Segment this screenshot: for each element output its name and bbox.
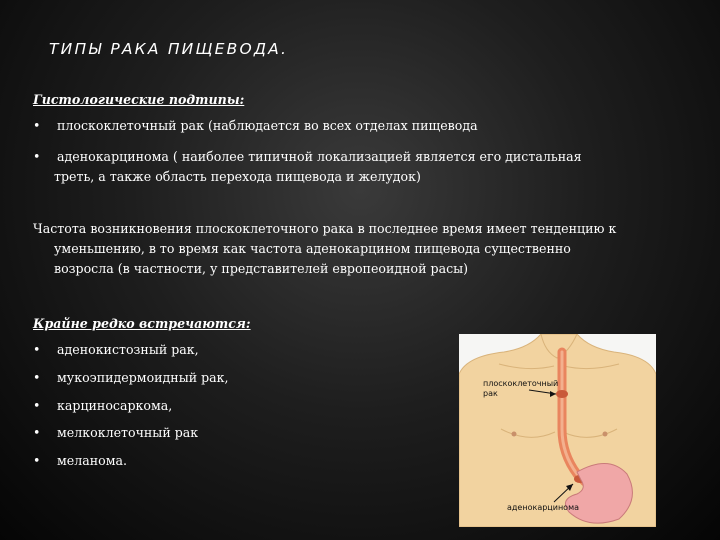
rare-item	[33, 398, 172, 413]
frequency-line-3: возросла (в частности, у представителей европеоидной расы)	[54, 261, 469, 276]
bullet: •	[33, 398, 41, 413]
rare-heading-text: Крайне редко встречаются:	[33, 316, 251, 331]
histology-heading	[33, 92, 244, 107]
histology-item-2	[33, 147, 582, 187]
histology-item-2-line-2: треть, а также область перехода пищевода и желудок)	[54, 169, 421, 184]
bullet: •	[33, 149, 41, 164]
frequency-line-1: Частота возникновения плоскоклеточного рака в последнее время имеет тенденцию к	[33, 221, 617, 236]
bullet: •	[33, 425, 41, 440]
frequency-line-2: уменьшению, в то время как частота аденокарцином пищевода существенно	[54, 241, 571, 256]
bullet: •	[33, 453, 41, 468]
rare-item-text: мелкоклеточный рак	[57, 425, 199, 440]
rare-item	[33, 453, 127, 468]
anatomy-illustration	[459, 334, 656, 527]
bullet: •	[33, 118, 41, 133]
bullet: •	[33, 342, 41, 357]
histology-heading-text: Гистологические подтипы:	[33, 92, 245, 107]
frequency-paragraph	[33, 219, 616, 279]
rare-item	[33, 425, 198, 440]
rare-heading	[33, 316, 251, 331]
rare-item-text: мукоэпидермоидный рак,	[57, 370, 229, 385]
slide-title: ТИПЫ РАКА ПИЩЕВОДА.	[49, 40, 289, 58]
histology-item-2-line-1: аденокарцинома ( наиболее типичной локализацией является его дистальная	[57, 149, 582, 164]
scc-label-line-1: плоскоклеточный	[483, 379, 559, 388]
rare-item-text: меланома.	[57, 453, 128, 468]
histology-item-1-text: плоскоклеточный рак (наблюдается во всех отделах пищевода	[57, 118, 478, 133]
scc-label-line-2: рак	[483, 389, 498, 398]
rare-item-text: аденокистозный рак,	[57, 342, 199, 357]
histology-item-1	[33, 118, 478, 133]
adeno-label: аденокарцинома	[507, 503, 579, 512]
rare-item	[33, 342, 199, 357]
rare-item-text: карциносаркома,	[57, 398, 173, 413]
bullet: •	[33, 370, 41, 385]
rare-item	[33, 370, 229, 385]
